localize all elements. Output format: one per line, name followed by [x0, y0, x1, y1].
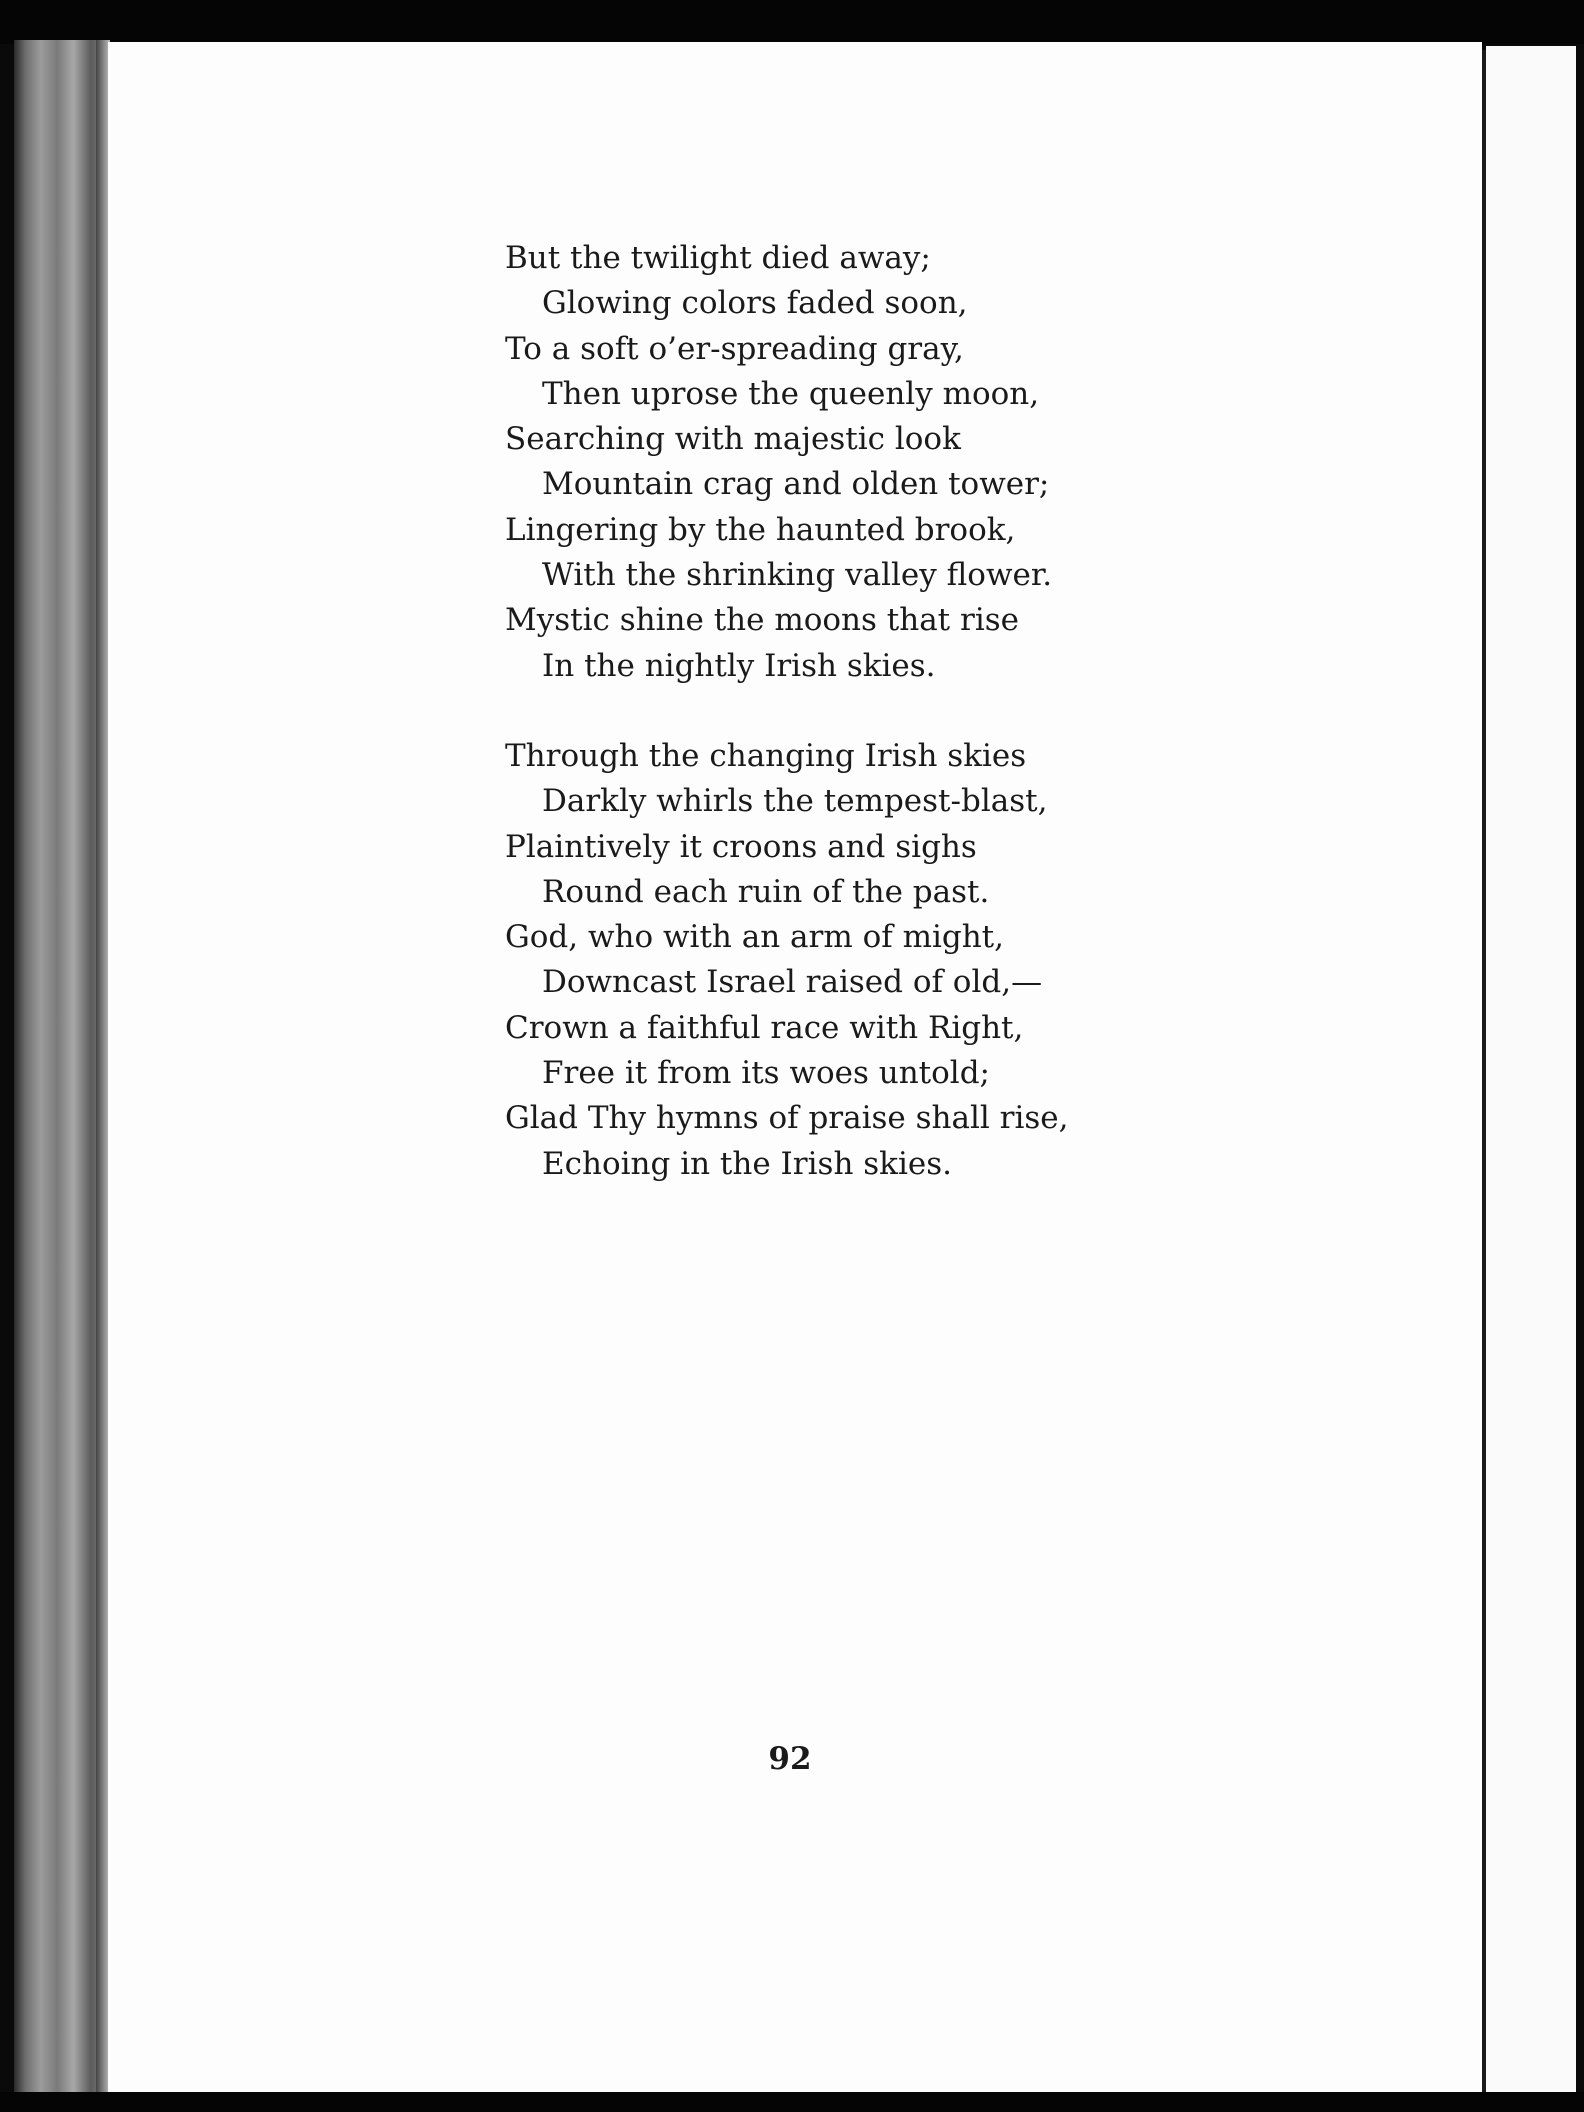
poem-line: Through the changing Irish skies	[505, 737, 1027, 774]
poem-line: Lingering by the haunted brook,	[505, 511, 1016, 548]
poem-line: Downcast Israel raised of old,—	[542, 964, 1043, 1001]
facing-page-edge	[1486, 46, 1576, 2092]
poem-line: Free it from its woes untold;	[542, 1055, 991, 1092]
stanza-1	[505, 236, 1205, 689]
poem-line: Echoing in the Irish skies.	[542, 1145, 952, 1182]
page-number	[0, 1741, 1584, 1777]
poem-line: Glad Thy hymns of praise shall rise,	[505, 1100, 1069, 1137]
scan-border-bottom	[0, 2092, 1584, 2112]
poem-line: Then uprose the queenly moon,	[542, 375, 1040, 412]
poem-line: Mountain crag and olden tower;	[542, 466, 1050, 503]
scan-border-top	[0, 0, 1584, 44]
poem-line: Mystic shine the moons that rise	[505, 602, 1019, 639]
poem-line: With the shrinking valley flower.	[542, 557, 1053, 594]
poem-line: Glowing colors faded soon,	[542, 285, 968, 322]
poem-line: But the twilight died away;	[505, 240, 931, 276]
poem-line: In the nightly Irish skies.	[542, 647, 936, 684]
poem-line: Round each ruin of the past.	[542, 873, 990, 910]
poem-line: Searching with majestic look	[505, 421, 961, 458]
stanza-2	[505, 734, 1205, 1187]
page-number-text: 92	[768, 1741, 812, 1777]
poem-line: Darkly whirls the tempest-blast,	[542, 783, 1048, 820]
poem-line: Plaintively it croons and sighs	[505, 828, 977, 865]
poem-line: To a soft o’er-spreading gray,	[505, 330, 964, 367]
poem-line: God, who with an arm of might,	[505, 919, 1004, 956]
poem-line: Crown a faithful race with Right,	[505, 1009, 1024, 1046]
poem-text	[505, 236, 1205, 1187]
